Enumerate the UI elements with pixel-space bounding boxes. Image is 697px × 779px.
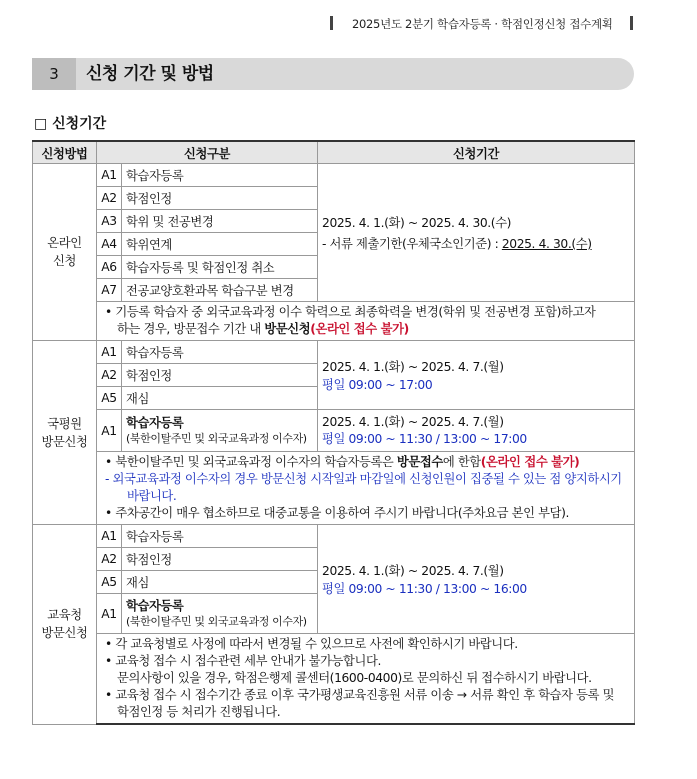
section-banner [32, 58, 634, 90]
code-cell: A3 [97, 210, 122, 233]
table-row [33, 634, 635, 725]
nile-note2-l1: - 외국교육과정 이수자의 경우 방문신청 시작일과 마감일에 신청인원이 집중될 수 있는 점 양지하시기 [105, 472, 622, 486]
code-cell: A2 [97, 548, 122, 571]
code-cell: A2 [97, 187, 122, 210]
method-online-l2: 신청 [53, 254, 76, 268]
special-sublabel: (북한이탈주민 및 외국교육과정 이수자) [126, 614, 307, 628]
method-office-l2: 방문신청 [41, 626, 88, 641]
category-cell: 학점인정 [122, 548, 318, 571]
nile-note1-a: • 북한이탈주민 및 외국교육과정 이수자의 학습자등록은 [105, 455, 397, 469]
code-cell: A2 [97, 364, 122, 387]
section-number: 3 [32, 58, 76, 90]
section-title: 신청 기간 및 방법 [86, 64, 214, 84]
nile-note1-b: 에 한함 [442, 455, 481, 469]
code-cell: A4 [97, 233, 122, 256]
office-period: 2025. 4. 1.(화) ~ 2025. 4. 7.(월) [322, 564, 504, 578]
header-method: 신청방법 [33, 141, 97, 164]
office-note [97, 634, 635, 725]
category-cell-special [122, 594, 318, 634]
table-header-row [33, 141, 635, 164]
office-note1: • 각 교육청별로 사정에 따라서 변경될 수 있으므로 사전에 확인하시기 바랍니다. [105, 637, 518, 651]
office-note3-l1: • 교육청 접수 시 접수기간 종료 이후 국가평생교육진흥원 서류 이송 → 서류 확인 후 학습자 등록 및 [105, 688, 615, 702]
table-row [33, 525, 635, 548]
method-office [33, 525, 97, 725]
table-row [33, 302, 635, 341]
category-cell: 재심 [122, 387, 318, 410]
code-cell: A1 [97, 410, 122, 452]
application-period-table [32, 140, 635, 725]
nile-hours2: 평일 09:00 ~ 11:30 / 13:00 ~ 17:00 [322, 431, 527, 446]
category-cell: 학습자등록 [122, 341, 318, 364]
category-cell: 학습자등록 [122, 164, 318, 187]
table-row [33, 164, 635, 187]
online-note-bold: 방문신청 [264, 322, 311, 336]
header-period: 신청기간 [318, 141, 635, 164]
online-note-l2 [105, 321, 628, 338]
office-note3-l2: 학점인정 등 처리가 진행됩니다. [117, 705, 281, 719]
method-nile [33, 341, 97, 525]
method-online-l1: 온라인 [47, 236, 82, 250]
header-category: 신청구분 [97, 141, 318, 164]
table-row [33, 452, 635, 525]
nile-hours1: 평일 09:00 ~ 17:00 [322, 378, 433, 392]
special-sublabel: (북한이탈주민 및 외국교육과정 이수자) [126, 431, 307, 445]
special-label: 학습자등록 [126, 415, 184, 430]
special-label: 학습자등록 [126, 598, 184, 613]
office-note2-l2: 문의사항이 있을 경우, 학점은행제 콜센터(1600-0400)로 문의하신 뒤 접수하시기 바랍니다. [117, 671, 592, 685]
category-cell: 학습자등록 [122, 525, 318, 548]
category-cell-special [122, 410, 318, 452]
online-note [97, 302, 635, 341]
code-cell: A6 [97, 256, 122, 279]
online-period: 2025. 4. 1.(화) ~ 2025. 4. 30.(수) [322, 216, 512, 230]
category-cell: 학습자등록 및 학점인정 취소 [122, 256, 318, 279]
code-cell: A7 [97, 279, 122, 302]
nile-note1-red: (온라인 접수 불가) [480, 455, 580, 469]
nile-period2-cell [318, 410, 635, 452]
online-note-red: (온라인 접수 불가) [310, 322, 409, 336]
office-period-cell [318, 525, 635, 634]
subheading: □ 신청기간 [34, 116, 107, 132]
table-row [33, 341, 635, 364]
nile-period1: 2025. 4. 1.(화) ~ 2025. 4. 7.(월) [322, 360, 504, 374]
office-note2-l1: • 교육청 접수 시 접수관련 세부 안내가 불가능합니다. [105, 654, 381, 668]
method-online [33, 164, 97, 341]
method-nile-l2: 방문신청 [41, 434, 88, 449]
category-cell: 학위연계 [122, 233, 318, 256]
online-deadline [322, 234, 630, 252]
header-title: 2025년도 2분기 학습자등록 · 학점인정신청 접수계획 [352, 17, 613, 31]
code-cell: A1 [97, 525, 122, 548]
nile-note1-bold: 방문접수 [396, 455, 443, 469]
table-row [33, 410, 635, 452]
category-cell: 학위 및 전공변경 [122, 210, 318, 233]
nile-note3: • 주차공간이 매우 협소하므로 대중교통을 이용하여 주시기 바랍니다(주차요금 본인 부담). [105, 506, 569, 520]
method-office-l1: 교육청 [47, 608, 82, 623]
code-cell: A1 [97, 164, 122, 187]
code-cell: A5 [97, 387, 122, 410]
nile-note2-l2: 바랍니다. [127, 489, 177, 503]
category-cell: 학점인정 [122, 364, 318, 387]
nile-note1 [105, 454, 628, 471]
category-cell: 학점인정 [122, 187, 318, 210]
header-right-bar [630, 16, 633, 30]
nile-period-cell [318, 341, 635, 410]
deadline-date: 2025. 4. 30.(수) [501, 237, 592, 251]
category-cell: 전공교양호환과목 학습구분 변경 [122, 279, 318, 302]
code-cell: A1 [97, 594, 122, 634]
code-cell: A1 [97, 341, 122, 364]
method-nile-l1: 국평원 [47, 416, 82, 431]
nile-note [97, 452, 635, 525]
code-cell: A5 [97, 571, 122, 594]
category-cell: 재심 [122, 571, 318, 594]
header-left-bar [330, 16, 333, 30]
nile-period2: 2025. 4. 1.(화) ~ 2025. 4. 7.(월) [322, 414, 504, 429]
online-period-cell [318, 164, 635, 302]
deadline-prefix: - 서류 제출기한(우체국소인기준) : [322, 237, 502, 251]
office-hours: 평일 09:00 ~ 11:30 / 13:00 ~ 16:00 [322, 582, 527, 596]
running-header [330, 14, 636, 34]
online-note-l2-text: 하는 경우, 방문접수 기간 내 [117, 322, 265, 336]
online-note-l1: • 기등록 학습자 중 외국교육과정 이수 학력으로 최종학력을 변경(학위 및 전공변경 포함)하고자 [105, 305, 596, 319]
